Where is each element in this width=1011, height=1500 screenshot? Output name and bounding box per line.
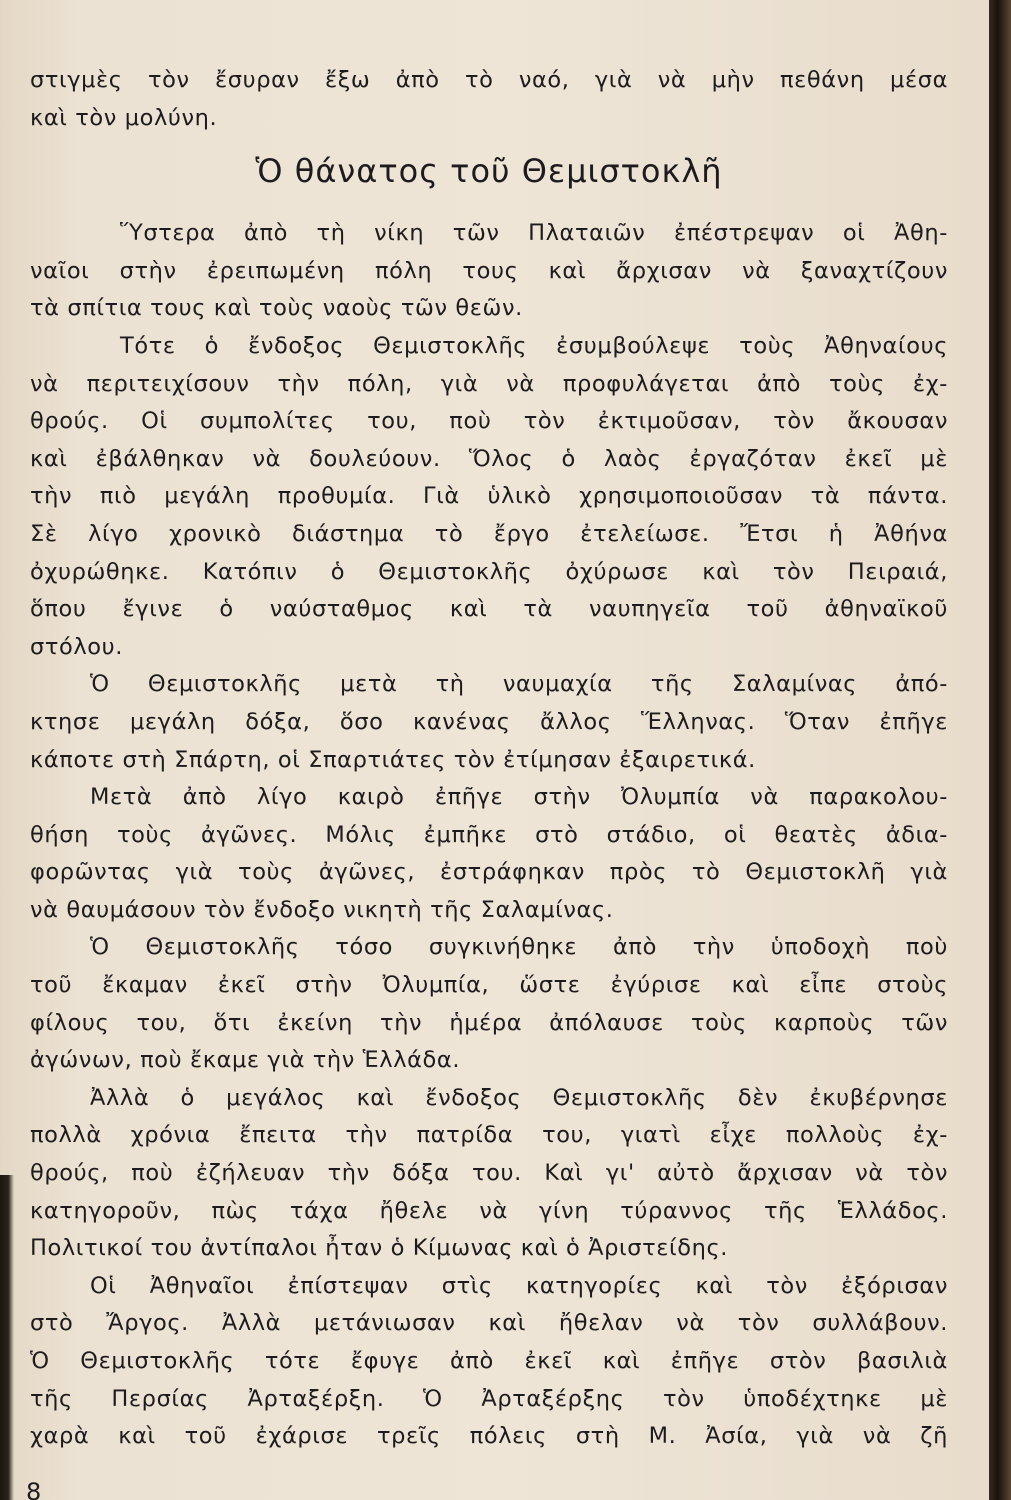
text-line: τῆς Περσίας Ἀρταξέρξη. Ὁ Ἀρταξέρξης τὸν ὑποδέχτηκε μὲ <box>30 1385 948 1412</box>
text-line: νὰ θαυμάσουν τὸν ἔνδοξο νικητὴ τῆς Σαλαμίνας. <box>30 896 614 923</box>
text-line: Τότε ὁ ἔνδοξος Θεμιστοκλῆς ἐσυμβούλεψε τοὺς Ἀθηναίους <box>120 332 948 359</box>
text-line: Μετὰ ἀπὸ λίγο καιρὸ ἐπῆγε στὴν Ὀλυμπία νὰ παρακολου- <box>90 784 948 811</box>
text-line: τὰ σπίτια τους καὶ τοὺς ναοὺς τῶν θεῶν. <box>30 295 523 322</box>
text-line: κατηγοροῦν, πὼς τάχα ἤθελε νὰ γίνη τύραννος τῆς Ἑλλάδος. <box>30 1197 948 1224</box>
text-line: καὶ ἐβάλθηκαν νὰ δουλεύουν. Ὅλος ὁ λαὸς ἐργαζόταν ἐκεῖ μὲ <box>30 445 948 472</box>
text-line: Πολιτικοί του ἀντίπαλοι ἦταν ὁ Κίμωνας καὶ ὁ Ἀριστείδης. <box>30 1235 729 1262</box>
page-number: 8 <box>26 1478 42 1500</box>
text-line: καὶ τὸν μολύνη. <box>30 104 218 131</box>
text-line: φίλους του, ὅτι ἐκείνη τὴν ἡμέρα ἀπόλαυσε τοὺς καρποὺς τῶν <box>30 1009 948 1036</box>
text-line: θήση τοὺς ἀγῶνες. Μόλις ἐμπῆκε στὸ στάδιο, οἱ θεατὲς ἀδια- <box>30 821 948 848</box>
text-line: ναῖοι στὴν ἐρειπωμένη πόλη τους καὶ ἄρχισαν νὰ ξαναχτίζουν <box>30 257 948 284</box>
text-line: θρούς, ποὺ ἐζήλευαν τὴν δόξα του. Καὶ γι' αὐτὸ ἄρχισαν νὰ τὸν <box>30 1160 948 1187</box>
text-line: Οἱ Ἀθηναῖοι ἐπίστεψαν στὶς κατηγορίες καὶ τὸν ἐξόρισαν <box>90 1272 948 1299</box>
text-line: θρούς. Οἱ συμπολίτες του, ποὺ τὸν ἐκτιμοῦσαν, τὸν ἄκουσαν <box>30 408 948 435</box>
text-line: πολλὰ χρόνια ἔπειτα τὴν πατρίδα του, γιατὶ εἶχε πολλοὺς ἐχ- <box>30 1122 948 1149</box>
text-line: τὴν πιὸ μεγάλη προθυμία. Γιὰ ὑλικὸ χρησιμοποιοῦσαν τὰ πάντα. <box>30 483 948 510</box>
text-line: κάποτε στὴ Σπάρτη, οἱ Σπαρτιάτες τὸν ἐτίμησαν ἐξαιρετικά. <box>30 746 756 773</box>
text-line: Ὁ Θεμιστοκλῆς μετὰ τὴ ναυμαχία τῆς Σαλαμίνας ἀπό- <box>90 671 948 698</box>
text-line: χαρὰ καὶ τοῦ ἐχάρισε τρεῖς πόλεις στὴ Μ. Ἀσία, γιὰ νὰ ζῆ <box>30 1423 948 1450</box>
page-edge-shadow <box>0 1175 14 1500</box>
text-line: Ὕστερα ἀπὸ τὴ νίκη τῶν Πλαταιῶν ἐπέστρεψαν οἱ Ἀθη- <box>120 220 948 247</box>
text-line: κτησε μεγάλη δόξα, ὅσο κανένας ἄλλος Ἕλληνας. Ὅταν ἐπῆγε <box>30 708 948 735</box>
text-line: τοῦ ἔκαμαν ἐκεῖ στὴν Ὀλυμπία, ὥστε ἐγύρισε καὶ εἶπε στοὺς <box>30 972 948 999</box>
text-line: Ἀλλὰ ὁ μεγάλος καὶ ἔνδοξος Θεμιστοκλῆς δὲν ἐκυβέρνησε <box>90 1084 948 1111</box>
text-line: ὅπου ἔγινε ὁ ναύσταθμος καὶ τὰ ναυπηγεῖα τοῦ ἀθηναϊκοῦ <box>30 596 948 623</box>
text-line: ὀχυρώθηκε. Κατόπιν ὁ Θεμιστοκλῆς ὀχύρωσε καὶ τὸν Πειραιά, <box>30 558 948 585</box>
body-text <box>30 62 948 1456</box>
text-line: στιγμὲς τὸν ἔσυραν ἔξω ἀπὸ τὸ ναό, γιὰ νὰ μὴν πεθάνη μέσα <box>30 67 948 93</box>
text-line: Ὁ Θεμιστοκλῆς τότε ἔφυγε ἀπὸ ἐκεῖ καὶ ἐπῆγε στὸν βασιλιὰ <box>30 1348 948 1374</box>
text-line: Σὲ λίγο χρονικὸ διάστημα τὸ ἔργο ἐτελείωσε. Ἔτσι ἡ Ἀθήνα <box>30 520 948 547</box>
text-line: στόλου. <box>30 633 124 660</box>
text-line: ἀγώνων, ποὺ ἔκαμε γιὰ τὴν Ἑλλάδα. <box>30 1047 461 1074</box>
text-line: φορῶντας γιὰ τοὺς ἀγῶνες, ἐστράφηκαν πρὸς τὸ Θεμιστοκλῆ γιὰ <box>30 859 948 886</box>
text-line: στὸ Ἄργος. Ἀλλὰ μετάνιωσαν καὶ ἤθελαν νὰ τὸν συλλάβουν. <box>30 1310 948 1337</box>
text-line: Ὁ Θεμιστοκλῆς τόσο συγκινήθηκε ἀπὸ τὴν ὑποδοχὴ ποὺ <box>90 934 948 961</box>
page-binding-edge <box>989 0 1011 1500</box>
text-line: νὰ περιτειχίσουν τὴν πόλη, γιὰ νὰ προφυλάγεται ἀπὸ τοὺς ἐχ- <box>30 370 948 397</box>
section-title: Ὁ θάνατος τοῦ Θεμιστοκλῆ <box>255 152 723 191</box>
